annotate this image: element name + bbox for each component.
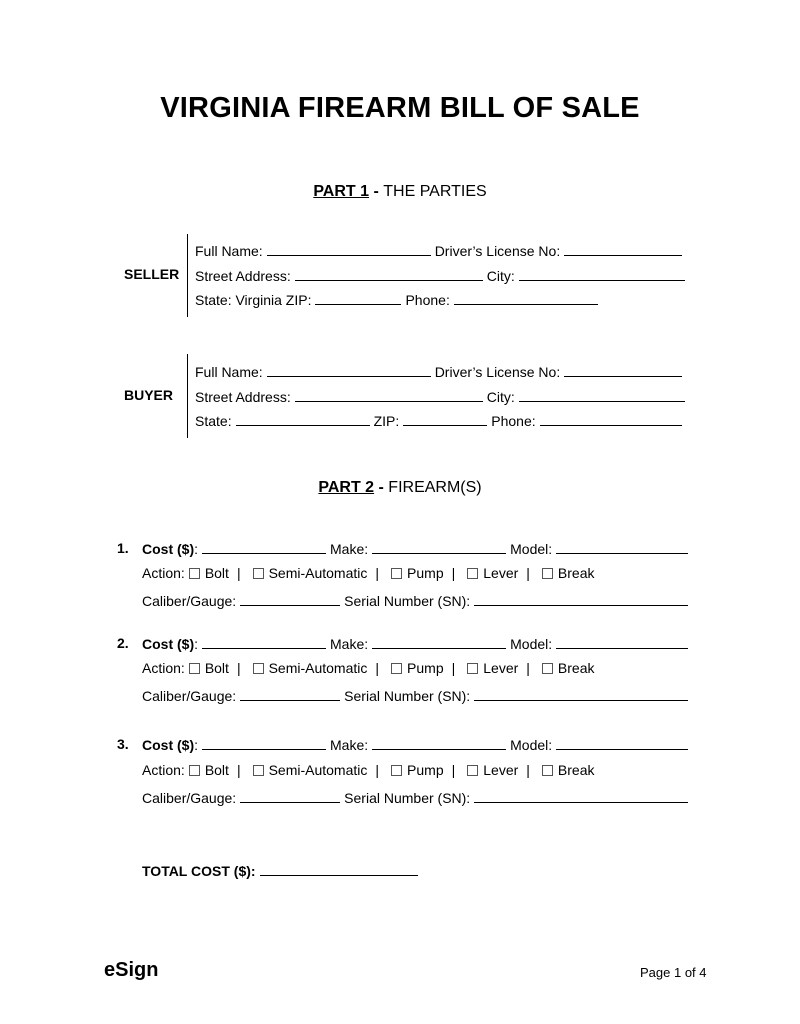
divider: | <box>526 762 530 778</box>
divider: | <box>526 660 530 676</box>
firearm-2-row-caliber <box>142 687 692 704</box>
seller-row-3 <box>195 291 602 308</box>
firearm-1-number: 1. <box>117 540 129 556</box>
caliber-label: Caliber/Gauge: <box>142 790 237 806</box>
buyer-full-name-label: Full Name: <box>195 364 263 380</box>
checkbox-pump-icon[interactable] <box>391 568 402 579</box>
buyer-city-field[interactable] <box>519 388 685 402</box>
firearm-3-model-field[interactable] <box>556 736 688 750</box>
firearm-2-caliber-field[interactable] <box>240 687 340 701</box>
buyer-phone-label: Phone: <box>491 413 536 429</box>
part2-label: PART 2 <box>318 479 375 496</box>
checkbox-break-icon[interactable] <box>542 663 553 674</box>
cost-colon: : <box>194 541 199 557</box>
firearm-3-make-field[interactable] <box>372 736 506 750</box>
divider: | <box>236 660 241 676</box>
cost-colon: : <box>194 636 199 652</box>
total-cost-label: TOTAL COST ($): <box>142 863 256 879</box>
page-number: Page 1 of 4 <box>640 965 707 980</box>
firearm-2-make-field[interactable] <box>372 635 506 649</box>
part2-heading <box>0 479 800 497</box>
firearm-3-serial-field[interactable] <box>474 789 688 803</box>
bolt-label: Bolt <box>204 762 229 778</box>
buyer-row-3 <box>195 412 686 429</box>
buyer-full-name-field[interactable] <box>267 363 431 377</box>
cost-label: Cost ($) <box>142 541 195 557</box>
serial-label: Serial Number (SN): <box>344 790 471 806</box>
seller-zip-field[interactable] <box>315 291 401 305</box>
pump-label: Pump <box>407 660 444 676</box>
make-label: Make: <box>330 636 369 652</box>
firearm-1-model-field[interactable] <box>556 540 688 554</box>
seller-divider <box>187 234 188 317</box>
checkbox-semi-automatic-icon[interactable] <box>253 568 264 579</box>
divider: | <box>375 660 380 676</box>
firearm-1-row-action <box>142 565 595 581</box>
firearm-2-number: 2. <box>117 635 129 651</box>
checkbox-bolt-icon[interactable] <box>189 765 200 776</box>
part1-text: THE PARTIES <box>383 183 487 200</box>
part1-heading <box>0 183 800 201</box>
divider: | <box>375 565 380 581</box>
firearm-2-row-cost <box>142 635 692 652</box>
semi-automatic-label: Semi-Automatic <box>268 762 368 778</box>
buyer-city-label: City: <box>486 389 515 405</box>
buyer-street-field[interactable] <box>295 388 483 402</box>
firearm-2-row-action <box>142 660 595 676</box>
seller-phone-label: Phone: <box>405 292 450 308</box>
checkbox-pump-icon[interactable] <box>391 765 402 776</box>
part1-label: PART 1 <box>313 183 370 200</box>
seller-full-name-field[interactable] <box>267 242 431 256</box>
break-label: Break <box>557 565 595 581</box>
total-cost-row <box>142 862 422 879</box>
firearm-1-make-field[interactable] <box>372 540 506 554</box>
document-title: VIRGINIA FIREARM BILL OF SALE <box>160 92 640 124</box>
seller-state-zip-label: State: Virginia ZIP: <box>195 292 312 308</box>
firearm-3-cost-field[interactable] <box>202 736 326 750</box>
seller-row-1 <box>195 242 686 259</box>
firearm-3-row-caliber <box>142 789 692 806</box>
firearm-2-cost-field[interactable] <box>202 635 326 649</box>
cost-label: Cost ($) <box>142 737 195 753</box>
checkbox-pump-icon[interactable] <box>391 663 402 674</box>
serial-label: Serial Number (SN): <box>344 593 471 609</box>
model-label: Model: <box>510 737 553 753</box>
make-label: Make: <box>330 737 369 753</box>
firearm-2-serial-field[interactable] <box>474 687 688 701</box>
total-cost-field[interactable] <box>260 862 418 876</box>
buyer-row-2 <box>195 388 689 405</box>
pump-label: Pump <box>407 565 444 581</box>
seller-full-name-label: Full Name: <box>195 243 263 259</box>
buyer-license-field[interactable] <box>564 363 682 377</box>
part1-dash: - <box>369 183 384 200</box>
seller-label: SELLER <box>124 266 180 282</box>
semi-automatic-label: Semi-Automatic <box>268 660 368 676</box>
seller-city-field[interactable] <box>519 267 685 281</box>
esign-logo: eSign <box>104 959 159 981</box>
firearm-3-row-action <box>142 762 595 778</box>
checkbox-break-icon[interactable] <box>542 765 553 776</box>
seller-phone-field[interactable] <box>454 291 598 305</box>
checkbox-bolt-icon[interactable] <box>189 568 200 579</box>
checkbox-lever-icon[interactable] <box>467 568 478 579</box>
firearm-2-model-field[interactable] <box>556 635 688 649</box>
buyer-zip-field[interactable] <box>403 412 487 426</box>
buyer-street-label: Street Address: <box>195 389 291 405</box>
break-label: Break <box>557 762 595 778</box>
seller-license-label: Driver’s License No: <box>434 243 561 259</box>
seller-license-field[interactable] <box>564 242 682 256</box>
semi-automatic-label: Semi-Automatic <box>268 565 368 581</box>
pump-label: Pump <box>407 762 444 778</box>
part2-dash: - <box>374 479 389 496</box>
checkbox-bolt-icon[interactable] <box>189 663 200 674</box>
checkbox-lever-icon[interactable] <box>467 765 478 776</box>
part2-text: FIREARM(S) <box>388 479 482 496</box>
buyer-phone-field[interactable] <box>540 412 682 426</box>
firearm-1-cost-field[interactable] <box>202 540 326 554</box>
checkbox-semi-automatic-icon[interactable] <box>253 663 264 674</box>
lever-label: Lever <box>483 660 519 676</box>
firearm-1-row-cost <box>142 540 692 557</box>
model-label: Model: <box>510 541 553 557</box>
divider: | <box>375 762 380 778</box>
bolt-label: Bolt <box>204 565 229 581</box>
action-label: Action: <box>142 762 185 778</box>
lever-label: Lever <box>483 762 519 778</box>
divider: | <box>236 762 241 778</box>
buyer-state-field[interactable] <box>236 412 370 426</box>
divider: | <box>451 660 456 676</box>
buyer-license-label: Driver’s License No: <box>434 364 561 380</box>
checkbox-semi-automatic-icon[interactable] <box>253 765 264 776</box>
checkbox-break-icon[interactable] <box>542 568 553 579</box>
action-label: Action: <box>142 660 185 676</box>
buyer-state-label: State: <box>195 413 232 429</box>
bolt-label: Bolt <box>204 660 229 676</box>
seller-city-label: City: <box>486 268 515 284</box>
break-label: Break <box>557 660 595 676</box>
divider: | <box>236 565 241 581</box>
serial-label: Serial Number (SN): <box>344 688 471 704</box>
firearm-1-serial-field[interactable] <box>474 592 688 606</box>
lever-label: Lever <box>483 565 519 581</box>
firearm-1-caliber-field[interactable] <box>240 592 340 606</box>
cost-colon: : <box>194 737 199 753</box>
firearm-1-row-caliber <box>142 592 692 609</box>
firearm-3-number: 3. <box>117 736 129 752</box>
caliber-label: Caliber/Gauge: <box>142 688 237 704</box>
caliber-label: Caliber/Gauge: <box>142 593 237 609</box>
action-label: Action: <box>142 565 185 581</box>
seller-street-field[interactable] <box>295 267 483 281</box>
buyer-row-1 <box>195 363 686 380</box>
make-label: Make: <box>330 541 369 557</box>
divider: | <box>526 565 530 581</box>
buyer-divider <box>187 354 188 438</box>
seller-street-label: Street Address: <box>195 268 291 284</box>
checkbox-lever-icon[interactable] <box>467 663 478 674</box>
cost-label: Cost ($) <box>142 636 195 652</box>
divider: | <box>451 565 456 581</box>
firearm-3-caliber-field[interactable] <box>240 789 340 803</box>
seller-row-2 <box>195 267 689 284</box>
firearm-3-row-cost <box>142 736 692 753</box>
buyer-zip-label: ZIP: <box>373 413 400 429</box>
divider: | <box>451 762 456 778</box>
buyer-label: BUYER <box>124 387 174 403</box>
model-label: Model: <box>510 636 553 652</box>
